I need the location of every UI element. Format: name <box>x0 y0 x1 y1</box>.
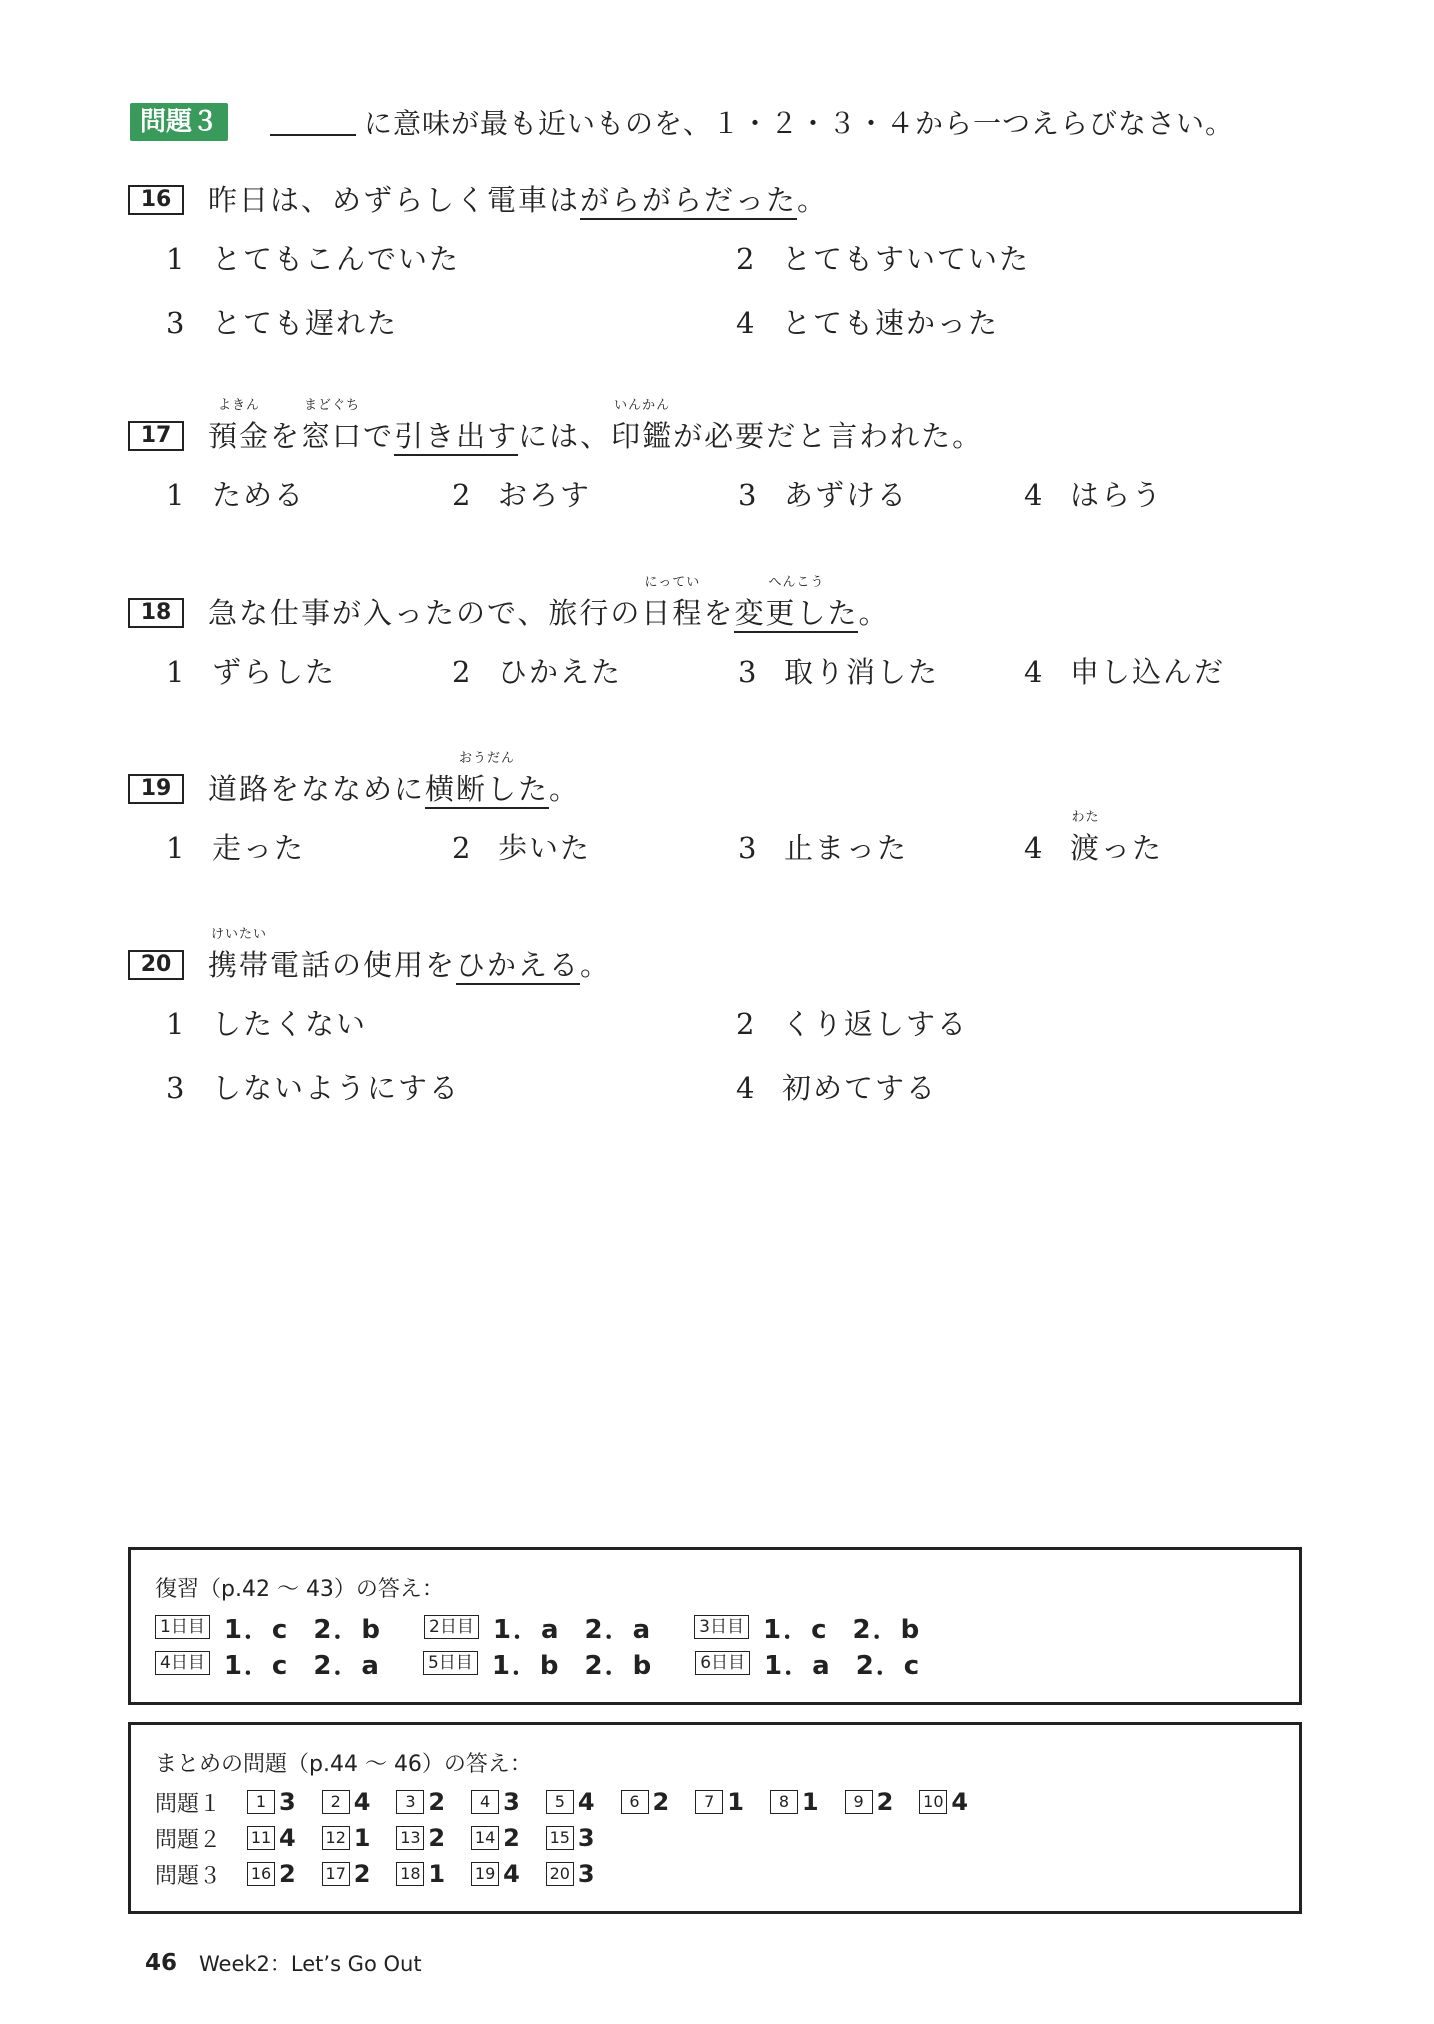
answer-value: 2．b <box>584 1650 654 1681</box>
furigana: にってい <box>644 575 701 590</box>
ruby-base: 携帯 けいたい <box>208 943 270 984</box>
option-text: とてもすいていた <box>782 242 1031 276</box>
answer-value: 1．a <box>492 1614 561 1645</box>
stem-text <box>208 398 271 453</box>
option-text: 初めてする <box>782 1071 938 1105</box>
option-text: 歩いた <box>498 831 592 865</box>
review-day-group <box>155 1645 405 1682</box>
question-number-box: 20 <box>546 1862 574 1886</box>
answer-value: 3 <box>503 1788 520 1816</box>
review-day-group <box>694 1609 945 1646</box>
answer-value: 1 <box>428 1860 446 1888</box>
question-number-box: 14 <box>471 1826 499 1850</box>
option-3 <box>738 650 939 691</box>
question-number-box: 16 <box>247 1862 275 1886</box>
stem-text: 電話の使用を <box>270 948 457 982</box>
ruby-base: 横断した おうだん <box>425 767 549 808</box>
review-row <box>155 1609 1275 1645</box>
furigana: おうだん <box>459 751 516 766</box>
answer-value: 2 <box>428 1788 446 1816</box>
stem-text: 。 <box>580 948 612 982</box>
furigana: けいたい <box>210 927 268 942</box>
question-16 <box>128 178 1031 365</box>
question-number-box: 1 <box>247 1790 275 1814</box>
option-3 <box>738 826 908 867</box>
question-stem <box>208 398 984 455</box>
summary-row-label: 問題２ <box>155 1827 222 1853</box>
question-number-box: 17 <box>322 1862 350 1886</box>
furigana: わた <box>1071 810 1100 825</box>
summary-row-label: 問題１ <box>155 1791 222 1817</box>
option-text: 走った <box>212 831 306 865</box>
option-number: 2 <box>736 242 757 276</box>
option-number: 2 <box>452 478 473 512</box>
review-heading: 復習（p.42 ～ 43）の答え： <box>155 1577 444 1602</box>
answer-value: 2．a <box>584 1614 653 1645</box>
option-number: 2 <box>452 831 473 865</box>
question-18 <box>128 575 1226 714</box>
stem-text: が必要だと言われた。 <box>673 419 984 453</box>
furigana: いんかん <box>614 398 671 413</box>
option-3 <box>166 301 398 342</box>
summary-row-label: 問題３ <box>155 1863 222 1889</box>
option-text: とてもこんでいた <box>212 242 461 276</box>
review-day-group <box>423 1645 677 1682</box>
day-label-box: 4日目 <box>155 1651 210 1675</box>
ruby-base: 変更した へんこう <box>734 591 858 632</box>
option-text: った <box>1101 831 1164 865</box>
question-stem <box>208 575 890 632</box>
option-4 <box>736 1066 937 1107</box>
instruction-blank-line <box>270 108 356 136</box>
stem-text: には、 <box>518 419 612 453</box>
question-number-box: 15 <box>546 1826 574 1850</box>
option-number: 4 <box>1024 478 1045 512</box>
ruby-base: 印鑑 いんかん <box>611 414 673 455</box>
summary-row <box>155 1856 1275 1892</box>
page-footer <box>145 1948 422 1978</box>
option-number: 4 <box>1024 831 1045 865</box>
day-label-box: 5日目 <box>423 1651 478 1675</box>
answer-value: 3 <box>279 1788 296 1816</box>
question-17 <box>128 398 1164 537</box>
stem-text: 急な仕事が入ったので、旅行の <box>208 596 642 630</box>
answer-value: 4 <box>577 1788 595 1816</box>
option-list <box>128 650 1226 714</box>
stem-text: を <box>270 419 302 453</box>
question-stem-row <box>128 751 581 808</box>
option-list <box>128 1002 969 1130</box>
option-text: くり返しする <box>782 1007 969 1041</box>
stem-text <box>611 398 674 453</box>
option-text: あずける <box>784 478 909 512</box>
stem-text: で <box>363 419 395 453</box>
option-text: したくない <box>212 1007 368 1041</box>
furigana: まどぐち <box>304 398 361 413</box>
option-list <box>128 810 1164 890</box>
answer-value: 4 <box>503 1860 520 1888</box>
review-day-group <box>695 1645 945 1682</box>
answer-value: 1．c <box>762 1614 829 1645</box>
question-number-box: 5 <box>546 1790 574 1814</box>
question-number-box: 6 <box>621 1790 649 1814</box>
question-stem <box>208 751 581 808</box>
option-3 <box>166 1066 460 1107</box>
question-number-box: 12 <box>322 1826 350 1850</box>
stem-text: 。 <box>549 772 581 806</box>
option-number: 1 <box>166 655 187 689</box>
furigana: へんこう <box>768 575 825 590</box>
question-number-box: 18 <box>396 1862 424 1886</box>
answer-value: 2．b <box>313 1614 383 1645</box>
question-number-box: 7 <box>695 1790 723 1814</box>
underlined-phrase: がらがらだった <box>580 183 797 220</box>
option-list <box>128 237 1031 365</box>
option-3 <box>738 473 908 514</box>
question-19 <box>128 751 1164 890</box>
question-number: 18 <box>128 598 184 628</box>
summary-row <box>155 1784 1275 1820</box>
option-number: 2 <box>736 1007 757 1041</box>
option-text: 取り消した <box>784 655 940 689</box>
question-20 <box>128 927 969 1130</box>
stem-text: 。 <box>797 183 829 217</box>
question-number: 16 <box>128 185 184 215</box>
day-label-box: 3日目 <box>694 1615 749 1639</box>
day-label-box: 2日目 <box>424 1615 479 1639</box>
question-number: 20 <box>128 950 184 980</box>
option-2 <box>736 237 1030 278</box>
question-stem <box>208 927 612 984</box>
answer-value: 3 <box>577 1824 595 1852</box>
option-text: おろす <box>498 478 592 512</box>
stem-text <box>208 927 271 982</box>
option-number: 3 <box>738 655 759 689</box>
answer-value: 2 <box>428 1824 446 1852</box>
option-text: ずらした <box>212 655 337 689</box>
question-number-box: 8 <box>770 1790 798 1814</box>
instruction-header <box>130 102 1234 142</box>
option-1 <box>166 237 460 278</box>
question-stem-row <box>128 927 612 984</box>
answer-value: 2 <box>876 1788 894 1816</box>
answer-value: 1．a <box>764 1650 832 1681</box>
question-number-box: 3 <box>396 1790 424 1814</box>
underlined-phrase: 引き出す <box>394 419 518 456</box>
option-number: 4 <box>736 306 757 340</box>
option-text: 申し込んだ <box>1070 655 1226 689</box>
answer-value: 2 <box>652 1788 670 1816</box>
summary-answer-box <box>128 1722 1302 1914</box>
answer-value: 1 <box>801 1788 819 1816</box>
option-number: 2 <box>452 655 473 689</box>
stem-text: 道路をななめに <box>208 772 426 806</box>
stem-text <box>301 398 364 453</box>
option-number: 1 <box>166 242 187 276</box>
page-number: 46 <box>145 1950 178 1976</box>
option-1 <box>166 473 305 514</box>
answer-value: 1 <box>727 1788 744 1816</box>
review-day-group <box>155 1609 406 1646</box>
stem-text: 昨日は、めずらしく電車は <box>208 183 581 217</box>
underlined-phrase <box>425 751 550 809</box>
answer-value: 4 <box>279 1824 296 1852</box>
review-day-group <box>424 1609 676 1646</box>
answer-value: 2．c <box>855 1650 922 1681</box>
furigana: よきん <box>217 398 261 413</box>
review-row <box>155 1645 1275 1681</box>
question-number: 19 <box>128 774 184 804</box>
question-number-box: 10 <box>919 1790 947 1814</box>
option-number: 1 <box>166 478 187 512</box>
ruby-base: 渡 わた <box>1070 826 1101 867</box>
question-number-box: 4 <box>471 1790 499 1814</box>
option-number: 1 <box>166 831 187 865</box>
option-text: しないようにする <box>212 1071 461 1105</box>
answer-value: 2 <box>503 1824 520 1852</box>
option-number: 3 <box>738 478 759 512</box>
review-answer-box <box>128 1547 1302 1705</box>
answer-value: 2．b <box>852 1614 922 1645</box>
answer-value: 3 <box>577 1860 595 1888</box>
option-2 <box>452 650 622 691</box>
option-text: 止まった <box>784 831 909 865</box>
day-label-box: 6日目 <box>695 1651 750 1675</box>
question-group-badge: 問題３ <box>130 103 228 141</box>
answer-value: 2 <box>279 1860 296 1888</box>
option-number: 3 <box>166 1071 187 1105</box>
option-4 <box>1024 473 1163 514</box>
question-stem-row <box>128 398 984 455</box>
question-stem-row <box>128 178 828 219</box>
option-2 <box>452 826 591 867</box>
question-number-box: 13 <box>396 1826 424 1850</box>
option-1 <box>166 650 336 691</box>
question-stem <box>208 178 828 219</box>
answer-value: 2 <box>353 1860 371 1888</box>
underlined-phrase: ひかえる <box>456 948 580 985</box>
question-number: 17 <box>128 421 184 451</box>
option-1 <box>166 826 305 867</box>
option-list <box>128 473 1164 537</box>
stem-text: を <box>703 596 735 630</box>
option-text: ひかえた <box>498 655 623 689</box>
summary-row <box>155 1820 1275 1856</box>
page-section-title: Week2：Let’s Go Out <box>199 1952 422 1976</box>
ruby-base: 預金 よきん <box>208 414 270 455</box>
option-number: 3 <box>166 306 187 340</box>
option-4 <box>736 301 999 342</box>
question-stem-row <box>128 575 890 632</box>
answer-value: 2．a <box>313 1650 381 1681</box>
option-number: 4 <box>1024 655 1045 689</box>
option-1 <box>166 1002 367 1043</box>
summary-answer-rows <box>155 1784 1275 1892</box>
review-answer-rows <box>155 1609 1275 1681</box>
option-number: 3 <box>738 831 759 865</box>
question-number-box: 9 <box>845 1790 873 1814</box>
instruction-text: に意味が最も近いものを、１・２・３・４から一つえらびなさい。 <box>364 107 1235 140</box>
day-label-box: 1日目 <box>155 1615 210 1639</box>
answer-value: 1．b <box>491 1650 561 1681</box>
answer-value: 1 <box>353 1824 371 1852</box>
option-4 <box>1024 810 1164 867</box>
summary-heading: まとめの問題（p.44 ～ 46）の答え： <box>155 1752 532 1777</box>
answer-value: 1．c <box>223 1650 290 1681</box>
ruby-base: 日程 にってい <box>641 591 703 632</box>
stem-text <box>641 575 704 630</box>
option-number: 1 <box>166 1007 187 1041</box>
answer-value: 4 <box>353 1788 371 1816</box>
answer-value: 1．c <box>223 1614 290 1645</box>
option-4 <box>1024 650 1225 691</box>
option-text: ためる <box>212 478 306 512</box>
answer-value: 4 <box>951 1788 969 1816</box>
option-text: とても遅れた <box>212 306 399 340</box>
option-number: 4 <box>736 1071 757 1105</box>
option-2 <box>736 1002 968 1043</box>
option-2 <box>452 473 591 514</box>
question-number-box: 11 <box>247 1826 275 1850</box>
option-text: はらう <box>1070 478 1164 512</box>
ruby-base: 窓口 まどぐち <box>301 414 363 455</box>
stem-text: 。 <box>858 596 890 630</box>
option-text: とても速かった <box>782 306 1000 340</box>
underlined-phrase <box>734 575 859 633</box>
question-number-box: 19 <box>471 1862 499 1886</box>
question-number-box: 2 <box>322 1790 350 1814</box>
